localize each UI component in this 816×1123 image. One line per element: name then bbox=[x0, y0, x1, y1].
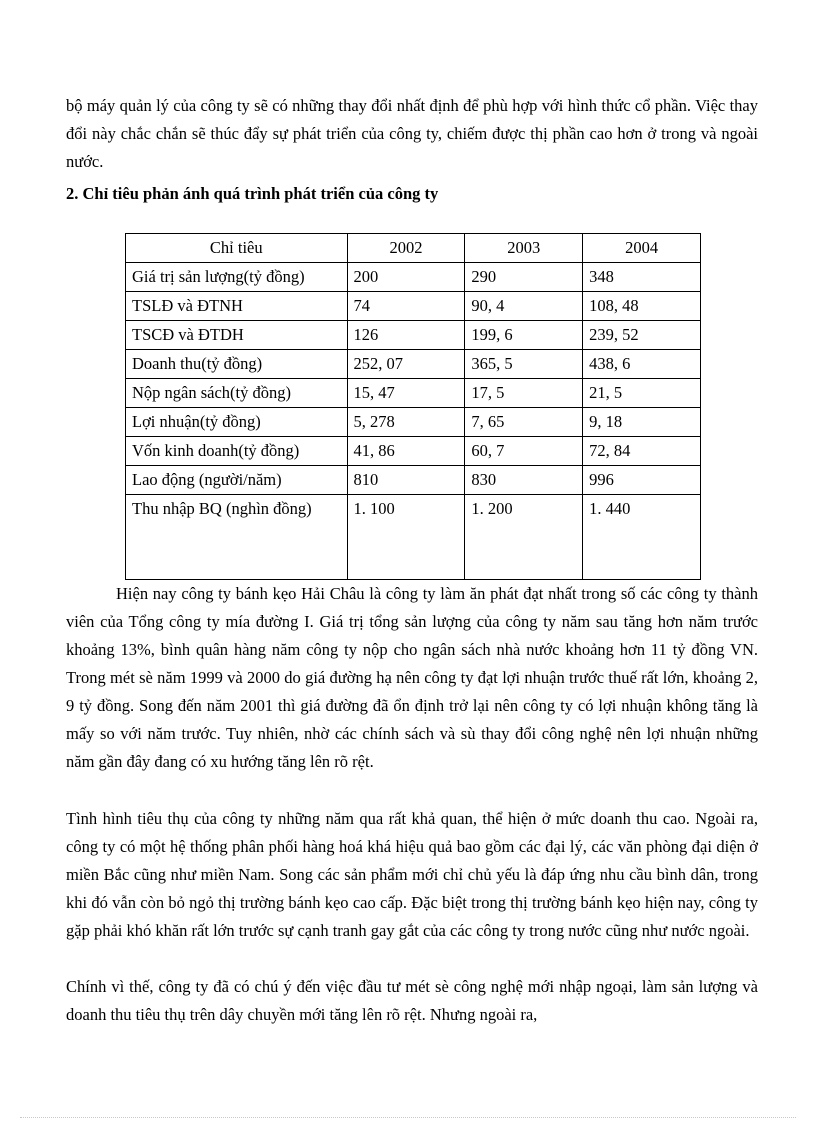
cell-2002: 1. 100 bbox=[347, 495, 465, 580]
cell-2003: 90, 4 bbox=[465, 292, 583, 321]
cell-2003: 17, 5 bbox=[465, 379, 583, 408]
row-label: TSCĐ và ĐTDH bbox=[126, 321, 348, 350]
cell-2003: 290 bbox=[465, 263, 583, 292]
row-label: Lao động (người/năm) bbox=[126, 466, 348, 495]
row-label: Giá trị sản lượng(tỷ đồng) bbox=[126, 263, 348, 292]
table-header-row bbox=[126, 234, 701, 263]
cell-2002: 74 bbox=[347, 292, 465, 321]
column-header-indicator: Chỉ tiêu bbox=[126, 234, 348, 263]
cell-2004: 72, 84 bbox=[583, 437, 701, 466]
cell-2002: 41, 86 bbox=[347, 437, 465, 466]
table-row bbox=[126, 495, 701, 580]
cell-2002: 126 bbox=[347, 321, 465, 350]
cell-2003: 365, 5 bbox=[465, 350, 583, 379]
column-header-2003: 2003 bbox=[465, 234, 583, 263]
row-label: Nộp ngân sách(tỷ đồng) bbox=[126, 379, 348, 408]
column-header-2002: 2002 bbox=[347, 234, 465, 263]
cell-2002: 200 bbox=[347, 263, 465, 292]
table-row bbox=[126, 350, 701, 379]
cell-2002: 810 bbox=[347, 466, 465, 495]
table-row bbox=[126, 466, 701, 495]
cell-2004: 21, 5 bbox=[583, 379, 701, 408]
row-label: Thu nhập BQ (nghìn đồng) bbox=[126, 495, 348, 580]
table-row bbox=[126, 437, 701, 466]
cell-2003: 199, 6 bbox=[465, 321, 583, 350]
cell-2002: 15, 47 bbox=[347, 379, 465, 408]
paragraph-technology-investment: Chính vì thế, công ty đã có chú ý đến việc đầu tư mét sè công nghệ mới nhập ngoại, làm sản lượng và doanh thu tiêu thụ trên dây chuyền mới tăng lên rõ rệt. Nhưng ngoài ra, bbox=[66, 977, 758, 1024]
cell-2004: 9, 18 bbox=[583, 408, 701, 437]
table-row bbox=[126, 292, 701, 321]
cell-2003: 830 bbox=[465, 466, 583, 495]
paragraph-company-performance: Hiện nay công ty bánh kẹo Hải Châu là công ty làm ăn phát đạt nhất trong số các công ty thành viên của Tổng công ty mía đường I. Giá trị tổng sản lượng của công ty năm sau tăng hơn năm trước khoảng 13%, bình quân hàng năm công ty nộp cho ngân sách nhà nước khoảng hơn 11 tỷ đồng VN. Trong mét sè năm 1999 và 2000 do giá đường hạ nên công ty đạt lợi nhuận trước thuế rất lớn, khoảng 2, 9 tỷ đồng. Song đến năm 2001 thì giá đường đã ổn định trở lại nên công ty có lợi nhuận không tăng là mấy so với năm trước. Tuy nhiên, nhờ các chính sách và sù thay đổi công nghệ nên lợi nhuận những năm gần đây đang có xu hướng tăng lên rõ rệt. bbox=[66, 584, 758, 771]
page-bottom-divider bbox=[20, 1117, 796, 1118]
cell-2002: 5, 278 bbox=[347, 408, 465, 437]
cell-2004: 348 bbox=[583, 263, 701, 292]
cell-2004: 108, 48 bbox=[583, 292, 701, 321]
cell-2003: 60, 7 bbox=[465, 437, 583, 466]
cell-2004: 996 bbox=[583, 466, 701, 495]
row-label: TSLĐ và ĐTNH bbox=[126, 292, 348, 321]
cell-2004: 438, 6 bbox=[583, 350, 701, 379]
table-row bbox=[126, 263, 701, 292]
cell-2003: 7, 65 bbox=[465, 408, 583, 437]
section-heading: 2. Chỉ tiêu phản ánh quá trình phát triển của công ty bbox=[66, 184, 439, 203]
cell-2004: 1. 440 bbox=[583, 495, 701, 580]
table-row bbox=[126, 379, 701, 408]
column-header-2004: 2004 bbox=[583, 234, 701, 263]
cell-2002: 252, 07 bbox=[347, 350, 465, 379]
development-indicators-table bbox=[125, 233, 701, 580]
cell-2003: 1. 200 bbox=[465, 495, 583, 580]
table-row bbox=[126, 321, 701, 350]
paragraph-sales-situation: Tình hình tiêu thụ của công ty những năm qua rất khả quan, thể hiện ở mức doanh thu cao. Ngoài ra, công ty có một hệ thống phân phối hàng hoá khá hiệu quả bao gồm các đại lý, các văn phòng đại diện ở miền Bắc cũng như miền Nam. Song các sản phẩm mới chỉ chủ yếu là đáp ứng nhu cầu bình dân, trong khi đó vẫn còn bỏ ngỏ thị trường bánh kẹo cao cấp. Đặc biệt trong thị trường bánh kẹo hiện nay, công ty gặp phải khó khăn rất lớn trước sự cạnh tranh gay gắt của các công ty trong nước cũng như nước ngoài. bbox=[66, 809, 758, 940]
intro-paragraph: bộ máy quản lý của công ty sẽ có những thay đổi nhất định để phù hợp với hình thức cổ phần. Việc thay đổi này chắc chắn sẽ thúc đẩy sự phát triển của công ty, chiếm được thị phần cao hơn ở trong và ngoài nước. bbox=[66, 96, 758, 171]
row-label: Lợi nhuận(tỷ đồng) bbox=[126, 408, 348, 437]
table-row bbox=[126, 408, 701, 437]
row-label: Doanh thu(tỷ đồng) bbox=[126, 350, 348, 379]
row-label: Vốn kinh doanh(tỷ đồng) bbox=[126, 437, 348, 466]
cell-2004: 239, 52 bbox=[583, 321, 701, 350]
